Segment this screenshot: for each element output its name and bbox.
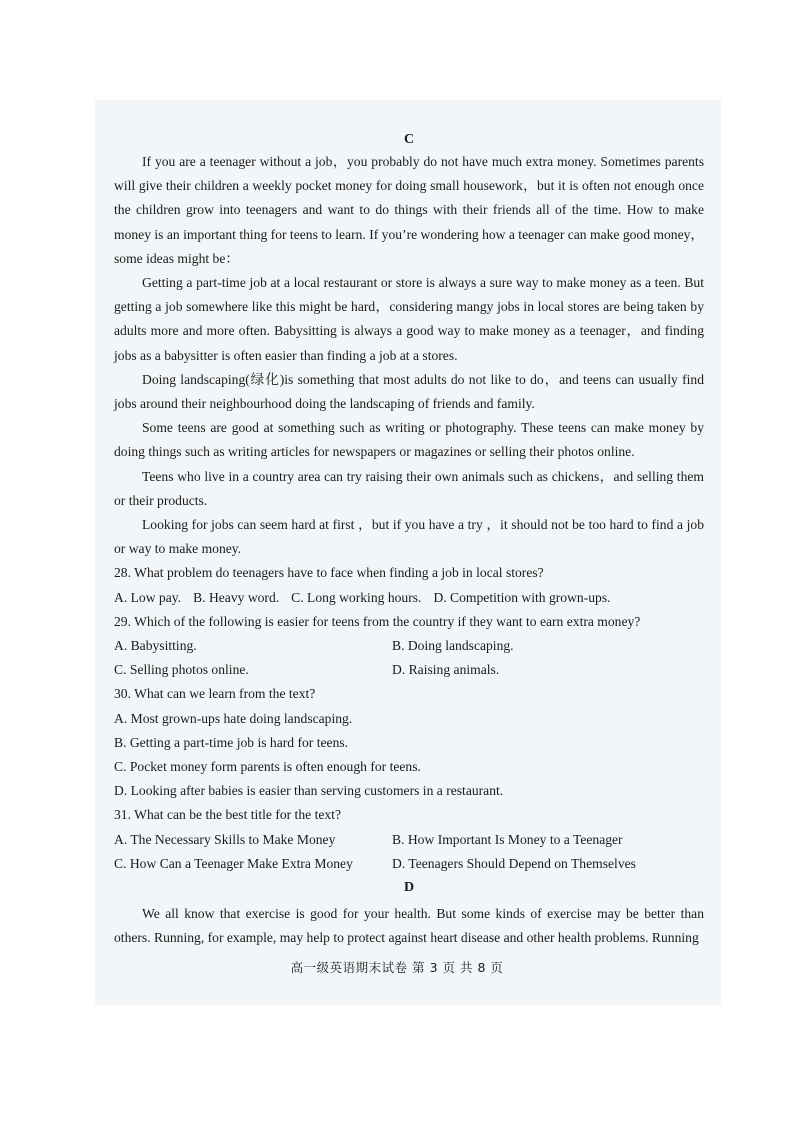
question-29-options-row-2 bbox=[114, 658, 704, 682]
question-30-option-d: D. Looking after babies is easier than serving customers in a restaurant. bbox=[114, 783, 504, 799]
question-29-options-row-1 bbox=[114, 634, 704, 658]
question-30-option-a: A. Most grown-ups hate doing landscaping. bbox=[114, 710, 353, 726]
question-31-option-d: D. Teenagers Should Depend on Themselves bbox=[392, 855, 636, 871]
question-30-option-b: B. Getting a part-time job is hard for teens. bbox=[114, 734, 349, 750]
passage-c-paragraph-2: Getting a part-time job at a local restaurant or store is always a sure way to make money as a teen. But getting a job somewhere like this might be hard，considering mangy jobs in local stores are being taken by adults more and more often. Babysitting is always a good way to make money as a teenager，and finding jobs as a babysitter is often easier than finding a job at a stores. bbox=[114, 275, 704, 363]
question-28-option-b: B. Heavy word. bbox=[193, 589, 280, 605]
question-31-option-c: C. How Can a Teenager Make Extra Money bbox=[114, 855, 353, 871]
question-28-option-d: D. Competition with grown-ups. bbox=[433, 589, 611, 605]
question-31-option-b: B. How Important Is Money to a Teenager bbox=[392, 831, 623, 847]
question-29-option-c: C. Selling photos online. bbox=[114, 662, 249, 678]
question-29-option-a: A. Babysitting. bbox=[114, 638, 197, 654]
passage-c-paragraph-3: Doing landscaping(绿化)is something that most adults do not like to do，and teens can usually find jobs around their neighbourhood doing the landscaping of friends and family. bbox=[114, 371, 704, 412]
question-29-option-d: D. Raising animals. bbox=[392, 662, 500, 678]
question-28-stem: 28. What problem do teenagers have to face when finding a job in local stores? bbox=[114, 565, 544, 581]
passage-d-paragraph-1: We all know that exercise is good for your health. But some kinds of exercise may be better than others. Running, for example, may help to protect against heart disease and other health problems. Running bbox=[114, 906, 704, 946]
page-footer: 高一级英语期末试卷 第 3 页 共 8 页 bbox=[290, 960, 504, 975]
question-31-option-a: A. The Necessary Skills to Make Money bbox=[114, 831, 336, 847]
section-c-heading: C bbox=[403, 132, 415, 147]
question-29-stem: 29. Which of the following is easier for teens from the country if they want to earn extra money? bbox=[114, 613, 641, 629]
section-d-heading: D bbox=[403, 880, 415, 896]
question-28-option-c: C. Long working hours. bbox=[291, 589, 422, 605]
passage-c-paragraph-5: Teens who live in a country area can try raising their own animals such as chickens，and selling them or their products. bbox=[114, 468, 704, 508]
question-30-stem: 30. What can we learn from the text? bbox=[114, 686, 316, 702]
question-29-option-b: B. Doing landscaping. bbox=[392, 638, 514, 654]
passage-c-paragraph-6: Looking for jobs can seem hard at first ，but if you have a try ，it should not be too hard to find a job or way to make money. bbox=[114, 517, 704, 557]
passage-c-paragraph-1: If you are a teenager without a job，you probably do not have much extra money. Sometimes parents will give their children a weekly pocket money for doing small housework，but it is often not enough once the children grow into teenagers and want to do things with their friends all of the time. How to make money is an important thing for teens to learn. If you’re wondering how a teenager can make good money，some ideas might be： bbox=[114, 154, 705, 266]
question-31-options-row-2 bbox=[114, 852, 704, 876]
question-31-options-row-1 bbox=[114, 828, 704, 852]
question-30-option-c: C. Pocket money form parents is often enough for teens. bbox=[114, 759, 421, 775]
question-31-stem: 31. What can be the best title for the text? bbox=[114, 807, 341, 823]
passage-c-paragraph-4: Some teens are good at something such as writing or photography. These teens can make money by doing things such as writing articles for newspapers or magazines or selling their photos online. bbox=[114, 420, 704, 460]
question-28-options bbox=[114, 586, 704, 610]
exam-content bbox=[114, 128, 704, 951]
question-28-option-a: A. Low pay. bbox=[114, 589, 182, 605]
